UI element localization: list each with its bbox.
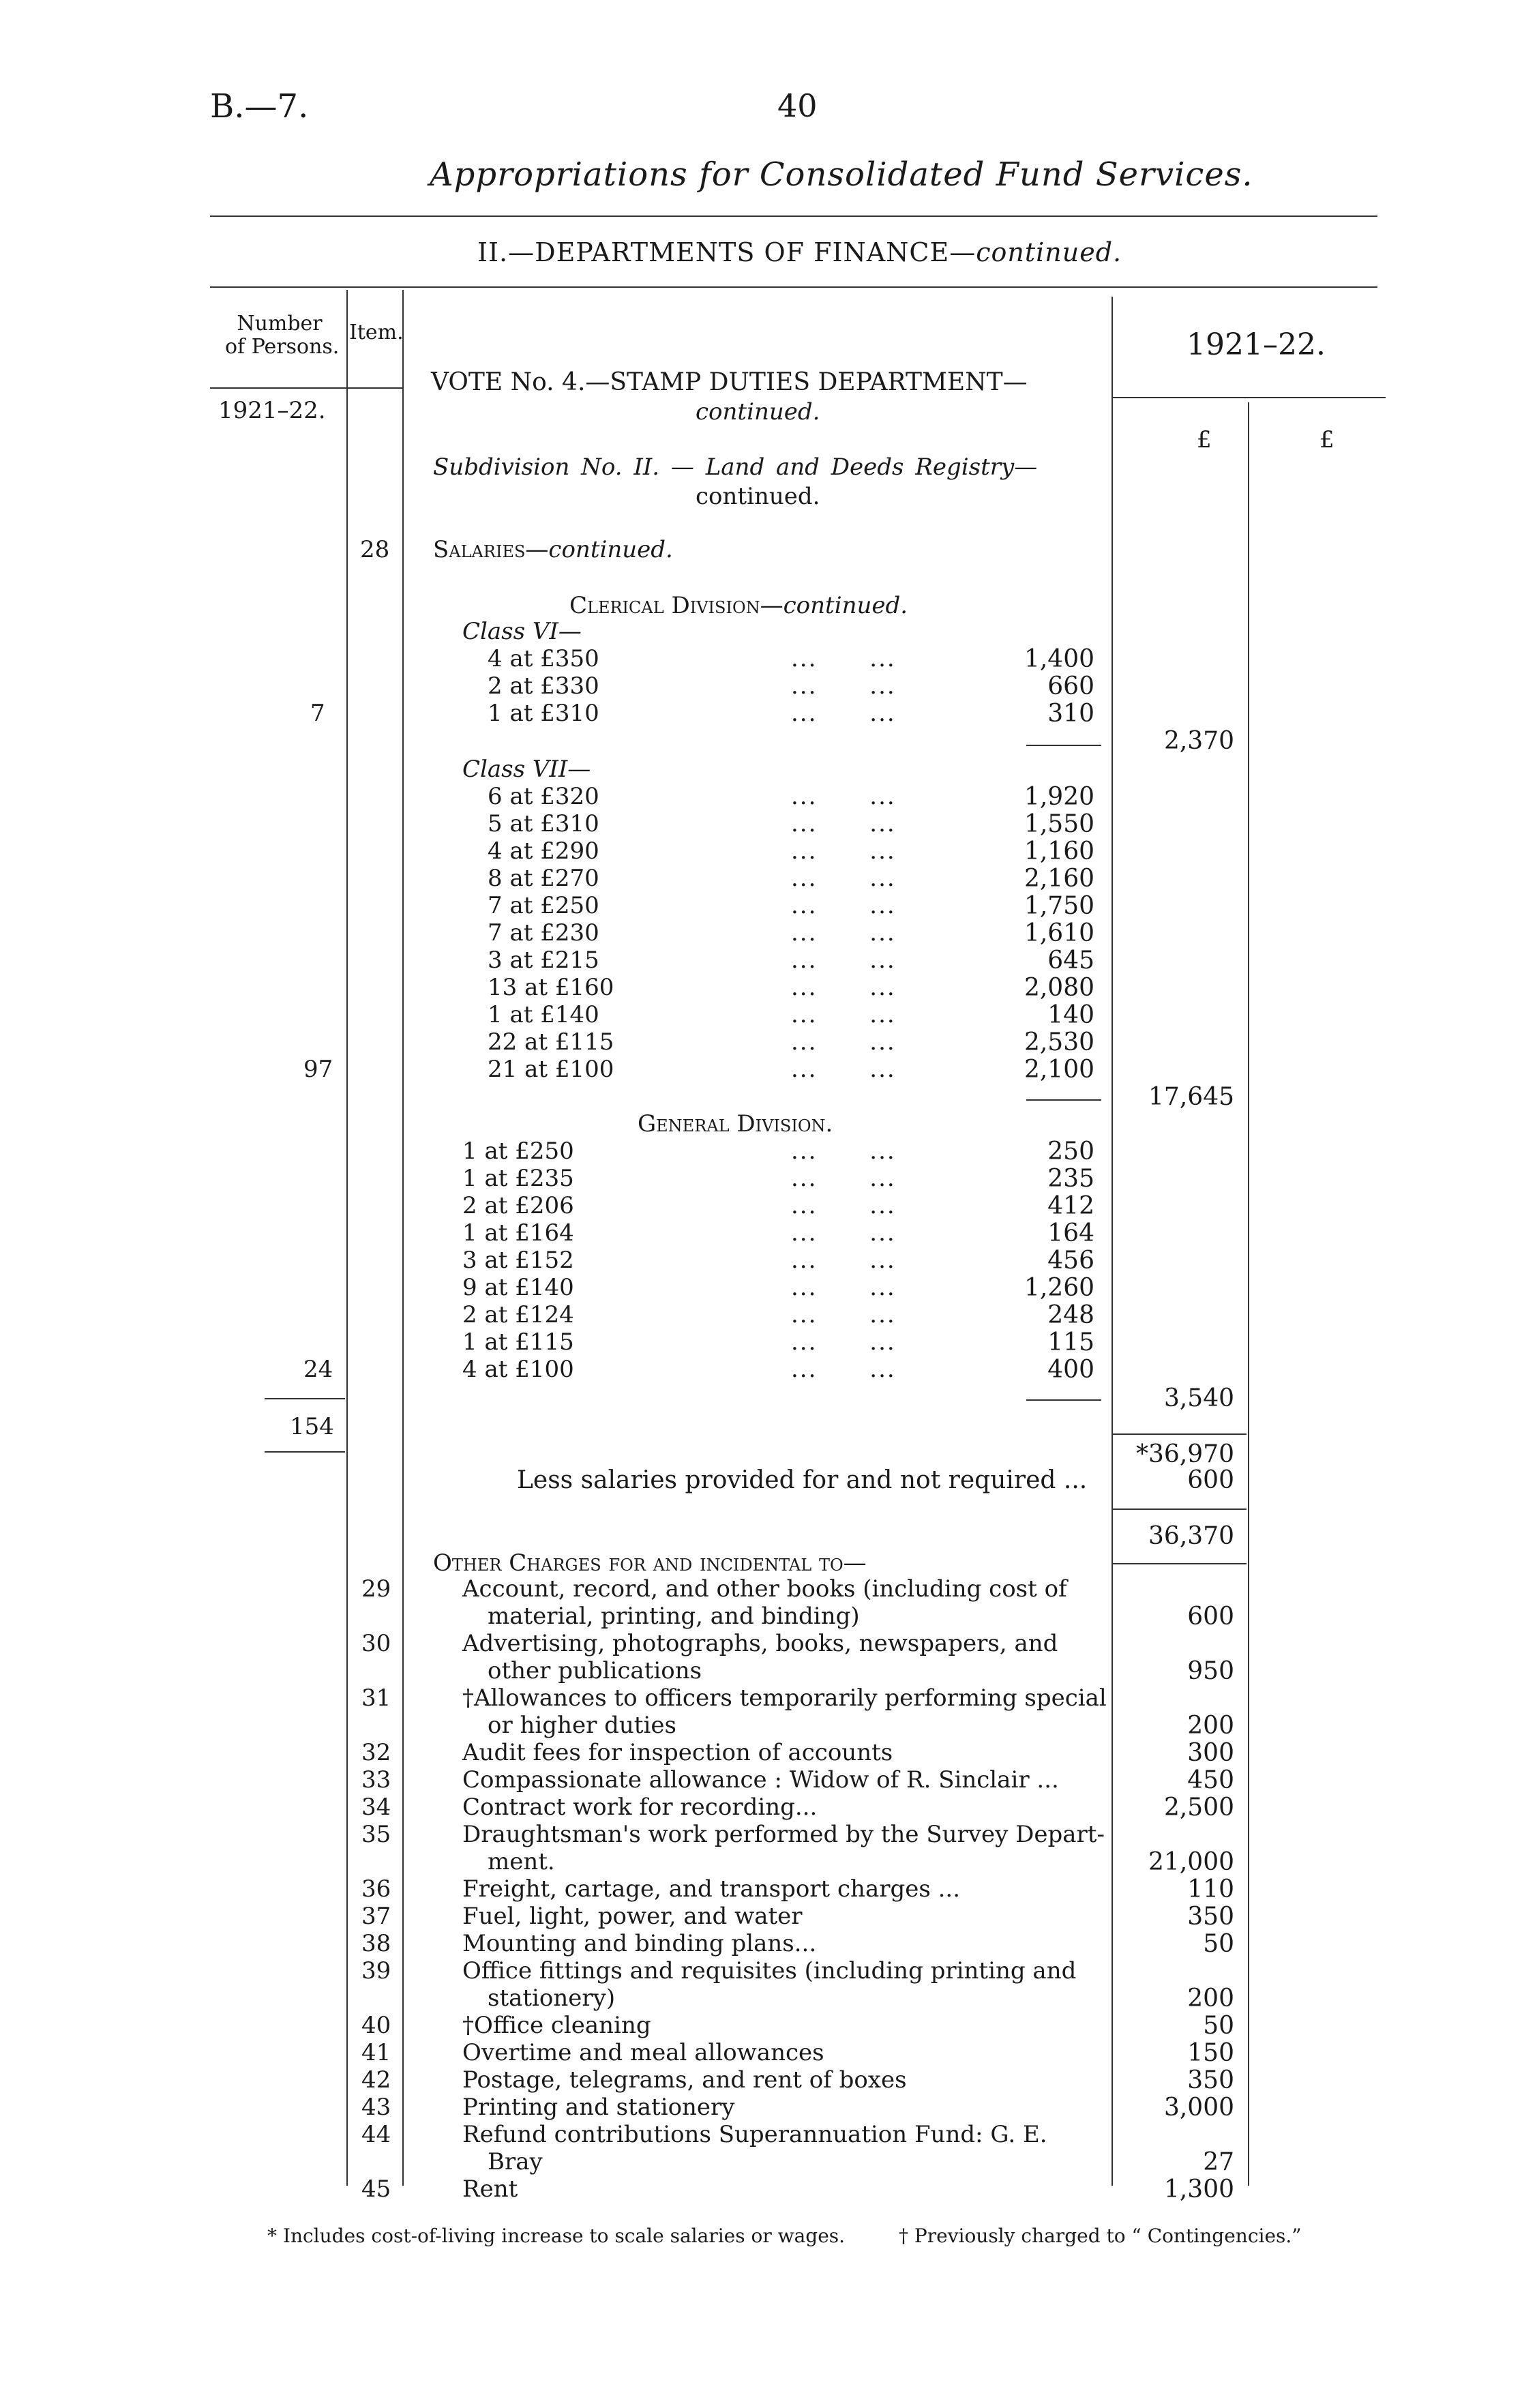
leader-dots: ... ...	[791, 919, 896, 947]
clerical-heading-cont: continued.	[783, 592, 908, 619]
charge-item-amount: 110	[1187, 1875, 1234, 1903]
title-rule	[210, 215, 1377, 217]
charge-item-number: 36	[361, 1875, 391, 1903]
leader-dots: ... ...	[791, 947, 896, 974]
charge-item-desc-cont: material, printing, and binding)	[488, 1603, 860, 1630]
less-salaries-label: Less salaries provided for and not required ...	[517, 1466, 1088, 1494]
leader-dots: ... ...	[791, 810, 896, 837]
charge-item-desc: Overtime and meal allowances	[462, 2039, 824, 2066]
subdivision-cont: continued.	[696, 483, 820, 510]
salary-line-amount: 456	[1047, 1247, 1094, 1275]
salary-line-desc: 1 at £310	[488, 700, 599, 727]
general-persons: 24	[303, 1356, 333, 1383]
charge-item-number: 42	[361, 2066, 391, 2094]
leader-dots: ... ...	[791, 1192, 896, 1219]
salary-line-amount: 400	[1047, 1356, 1094, 1384]
salary-line-desc: 4 at £350	[488, 645, 599, 672]
table-top-rule	[210, 286, 1377, 288]
charge-item-amount: 200	[1187, 1712, 1234, 1740]
charge-item-desc: Printing and stationery	[462, 2094, 735, 2121]
class6-total: 2,370	[1163, 727, 1234, 755]
leader-dots: ... ...	[791, 974, 896, 1001]
charge-item-amount: 600	[1187, 1603, 1234, 1631]
salaries-item-number: 28	[360, 536, 390, 563]
salary-line-amount: 1,160	[1024, 837, 1094, 865]
salary-line-desc: 2 at £124	[462, 1301, 574, 1328]
charge-item-desc: Postage, telegrams, and rent of boxes	[462, 2066, 907, 2094]
class7-total: 17,645	[1148, 1083, 1234, 1111]
persons-year: 1921–22.	[218, 397, 326, 424]
charge-item-number: 29	[361, 1575, 391, 1603]
salaries-heading	[433, 536, 673, 563]
charge-item-number: 33	[361, 1766, 391, 1794]
charge-item-desc: Mounting and binding plans...	[462, 1930, 817, 1957]
charge-item-desc: Account, record, and other books (including cost of	[462, 1575, 1067, 1603]
salary-line-desc: 8 at £270	[488, 865, 599, 892]
class7-label: Class VII—	[462, 756, 591, 783]
salary-line-amount: 235	[1047, 1165, 1094, 1193]
leader-dots: ... ...	[791, 1328, 896, 1356]
col-divider-item	[402, 290, 404, 2186]
salaries-heading-cont: continued.	[548, 536, 673, 563]
clerical-heading	[569, 592, 908, 619]
salary-line-amount: 1,550	[1024, 810, 1094, 838]
page-number: 40	[777, 87, 818, 124]
charge-item-amount: 200	[1187, 1985, 1234, 2012]
persons-total-rule-top	[265, 1398, 345, 1399]
charge-item-amount: 2,500	[1163, 1794, 1234, 1822]
salary-line-amount: 1,260	[1024, 1274, 1094, 1302]
charge-item-desc: Rent	[462, 2175, 518, 2203]
charge-item-amount: 950	[1187, 1657, 1234, 1685]
salaries-net: 36,370	[1148, 1522, 1234, 1550]
charge-item-desc: Draughtsman's work performed by the Survey Depart-	[462, 1821, 1105, 1848]
salary-line-amount: 2,160	[1024, 865, 1094, 893]
leader-dots: ... ...	[791, 1056, 896, 1083]
salaries-gross: *36,970	[1136, 1440, 1234, 1468]
salary-line-amount: 248	[1047, 1301, 1094, 1329]
col-divider-pounds	[1248, 402, 1249, 2186]
charge-item-amount: 350	[1187, 1903, 1234, 1931]
leader-dots: ... ...	[791, 1356, 896, 1383]
leader-dots: ... ...	[791, 1219, 896, 1247]
charge-item-desc-cont: Bray	[488, 2148, 543, 2175]
salary-line-desc: 6 at £320	[488, 783, 599, 810]
charge-item-desc-cont: ment.	[488, 1848, 555, 1875]
salary-line-desc: 1 at £250	[462, 1138, 574, 1165]
charge-item-amount: 150	[1187, 2039, 1234, 2067]
salary-line-amount: 2,100	[1024, 1056, 1094, 1084]
salary-line-amount: 2,080	[1024, 974, 1094, 1002]
salary-line-desc: 1 at £140	[488, 1001, 599, 1028]
salary-line-amount: 115	[1047, 1328, 1094, 1356]
salary-line-amount: 645	[1047, 947, 1094, 975]
less-salaries-amount: 600	[1187, 1466, 1234, 1494]
salary-line-desc: 1 at £235	[462, 1165, 574, 1192]
persons-total: 154	[290, 1413, 334, 1440]
charge-item-amount: 3,000	[1163, 2094, 1234, 2122]
class6-label: Class VI—	[462, 618, 582, 645]
item-header-rule	[348, 387, 402, 389]
charge-item-desc: †Office cleaning	[462, 2012, 651, 2039]
salary-line-amount: 310	[1047, 700, 1094, 728]
net-rule-bottom	[1113, 1563, 1247, 1564]
leader-dots: ... ...	[791, 1138, 896, 1165]
charge-item-desc-cont: or higher duties	[488, 1712, 676, 1739]
salary-line-desc: 2 at £206	[462, 1192, 574, 1219]
net-rule-top	[1113, 1508, 1247, 1510]
salaries-heading-text: Salaries—	[433, 536, 549, 563]
class6-subtotal-rule	[1026, 745, 1101, 746]
charge-item-desc-cont: stationery)	[488, 1985, 616, 2012]
leader-dots: ... ...	[791, 1165, 896, 1192]
salary-line-amount: 1,920	[1024, 783, 1094, 811]
charge-item-amount: 450	[1187, 1766, 1234, 1794]
charge-item-desc: Freight, cartage, and transport charges ...	[462, 1875, 961, 1903]
persons-header-l1: Number	[237, 312, 323, 336]
general-subtotal-rule	[1026, 1399, 1101, 1401]
charge-item-amount: 350	[1187, 2066, 1234, 2094]
salary-line-amount: 250	[1047, 1138, 1094, 1165]
salary-line-desc: 1 at £115	[462, 1328, 574, 1356]
leader-dots: ... ...	[791, 1301, 896, 1328]
charge-item-amount: 50	[1203, 2012, 1234, 2040]
charge-item-number: 30	[361, 1630, 391, 1657]
item-header: Item.	[349, 321, 404, 344]
report-reference: B.—7.	[210, 87, 309, 125]
footnote-star: * Includes cost-of-living increase to scale salaries or wages.	[267, 2225, 846, 2247]
leader-dots: ... ...	[791, 700, 896, 727]
salary-line-amount: 2,530	[1024, 1028, 1094, 1056]
charge-item-number: 45	[361, 2175, 391, 2203]
section-heading-text: II.—DEPARTMENTS OF FINANCE—	[477, 237, 976, 267]
persons-total-rule-bottom	[265, 1451, 345, 1453]
charge-item-amount: 27	[1203, 2148, 1234, 2176]
salary-line-amount: 164	[1047, 1219, 1094, 1247]
charge-item-amount: 21,000	[1148, 1848, 1234, 1876]
footnote-dagger: † Previously charged to “ Contingencies.”	[899, 2225, 1302, 2247]
salary-line-desc: 3 at £215	[488, 947, 599, 974]
col-divider-persons	[346, 290, 348, 2186]
charge-item-desc: Audit fees for inspection of accounts	[462, 1739, 893, 1766]
persons-header-l2: of Persons.	[225, 335, 340, 359]
charge-item-number: 43	[361, 2094, 391, 2121]
col-divider-detail	[1111, 297, 1113, 2186]
clerical-heading-text: Clerical Division—	[569, 592, 784, 619]
leader-dots: ... ...	[791, 865, 896, 892]
pound-sign-2: £	[1319, 426, 1334, 454]
gross-rule	[1113, 1433, 1247, 1435]
charge-item-number: 39	[361, 1957, 391, 1985]
salary-line-amount: 660	[1047, 672, 1094, 700]
charge-item-desc-cont: other publications	[488, 1657, 702, 1684]
leader-dots: ... ...	[791, 1247, 896, 1274]
class7-persons: 97	[303, 1056, 333, 1083]
salary-line-desc: 7 at £230	[488, 919, 599, 947]
leader-dots: ... ...	[791, 1028, 896, 1056]
leader-dots: ... ...	[791, 783, 896, 810]
pound-sign-1: £	[1197, 426, 1212, 454]
charge-item-number: 41	[361, 2039, 391, 2066]
salary-line-desc: 3 at £152	[462, 1247, 574, 1274]
section-heading-cont: continued.	[976, 237, 1122, 267]
charge-item-desc: Contract work for recording...	[462, 1794, 818, 1821]
salary-line-amount: 1,610	[1024, 919, 1094, 947]
salary-line-amount: 412	[1047, 1192, 1094, 1220]
leader-dots: ... ...	[791, 645, 896, 672]
salary-line-desc: 5 at £310	[488, 810, 599, 837]
vote-title: VOTE No. 4.—STAMP DUTIES DEPARTMENT—	[431, 368, 1028, 396]
charge-item-number: 37	[361, 1903, 391, 1930]
charge-item-amount: 300	[1187, 1739, 1234, 1767]
charge-item-number: 32	[361, 1739, 391, 1766]
other-charges-heading: Other Charges for and incidental to—	[433, 1549, 867, 1577]
class6-persons: 7	[310, 700, 325, 727]
charge-item-number: 44	[361, 2121, 391, 2148]
salary-line-desc: 1 at £164	[462, 1219, 574, 1247]
class7-subtotal-rule	[1026, 1099, 1101, 1101]
salary-line-desc: 22 at £115	[488, 1028, 614, 1056]
salary-line-desc: 4 at £290	[488, 837, 599, 865]
salary-line-desc: 21 at £100	[488, 1056, 614, 1083]
salary-line-desc: 13 at £160	[488, 974, 614, 1001]
year-header-rule	[1113, 397, 1386, 398]
leader-dots: ... ...	[791, 672, 896, 700]
charge-item-desc: Refund contributions Superannuation Fund: G. E.	[462, 2121, 1047, 2148]
charge-item-number: 35	[361, 1821, 391, 1848]
section-heading	[477, 237, 1122, 267]
persons-header	[225, 312, 340, 359]
charge-item-number: 38	[361, 1930, 391, 1957]
salary-line-desc: 4 at £100	[462, 1356, 574, 1383]
leader-dots: ... ...	[791, 1001, 896, 1028]
charge-item-amount: 50	[1203, 1930, 1234, 1958]
salary-line-amount: 140	[1047, 1001, 1094, 1029]
general-heading: General Division.	[638, 1110, 833, 1138]
subdivision-title: Subdivision No. II. — Land and Deeds Registry—	[433, 454, 1038, 481]
charge-item-desc: Fuel, light, power, and water	[462, 1903, 803, 1930]
charge-item-desc: Compassionate allowance : Widow of R. Sinclair ...	[462, 1766, 1059, 1794]
charge-item-number: 40	[361, 2012, 391, 2039]
leader-dots: ... ...	[791, 1274, 896, 1301]
charge-item-desc: Advertising, photographs, books, newspapers, and	[462, 1630, 1058, 1657]
charge-item-number: 31	[361, 1684, 391, 1712]
charge-item-amount: 1,300	[1163, 2175, 1234, 2203]
salary-line-desc: 2 at £330	[488, 672, 599, 700]
page-title: Appropriations for Consolidated Fund Services.	[430, 155, 1253, 194]
salary-line-desc: 7 at £250	[488, 892, 599, 919]
general-total: 3,540	[1163, 1384, 1234, 1412]
charge-item-desc: Office fittings and requisites (including printing and	[462, 1957, 1077, 1985]
leader-dots: ... ...	[791, 892, 896, 919]
charge-item-desc: †Allowances to officers temporarily performing special	[462, 1684, 1107, 1712]
salary-line-desc: 9 at £140	[462, 1274, 574, 1301]
vote-title-cont: continued.	[696, 398, 820, 426]
salary-line-amount: 1,400	[1024, 645, 1094, 673]
charge-item-number: 34	[361, 1794, 391, 1821]
leader-dots: ... ...	[791, 837, 896, 865]
persons-header-rule	[210, 387, 346, 389]
salary-line-amount: 1,750	[1024, 892, 1094, 920]
year-header: 1921–22.	[1187, 327, 1326, 362]
